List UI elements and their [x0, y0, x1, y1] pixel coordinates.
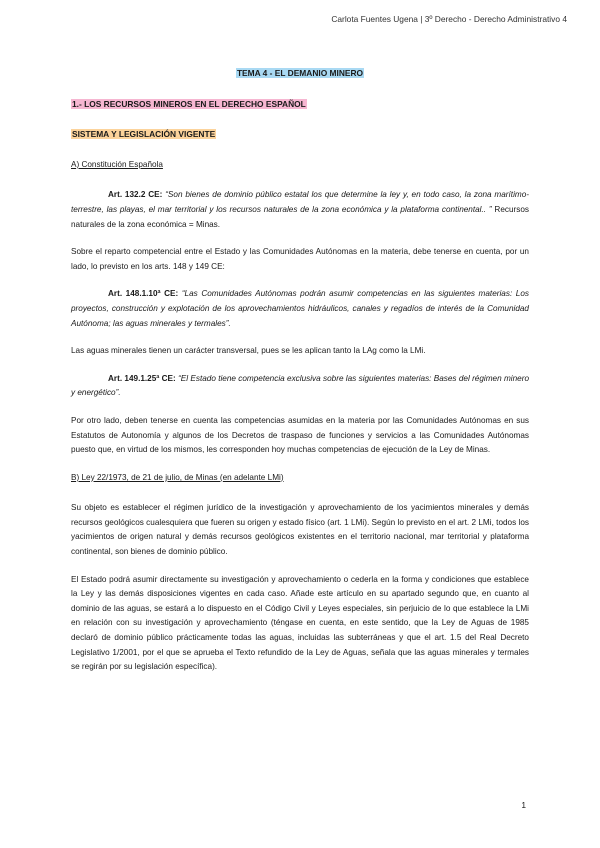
paragraph-art-149 — [71, 372, 529, 401]
paragraph: Su objeto es establecer el régimen jurídico de la investigación y aprovechamiento de los yacimientos minerales y demás recursos geológicos cualesquiera que fueren su origen y estado físico (art. 1 LMi). Según lo previsto en el art. 2 LMi, todos los yacimientos de origen natural y demás recursos geológicos existentes en el territorio nacional, mar territorial y plataforma continental, son bienes de dominio público. — [71, 503, 529, 557]
document-title — [71, 66, 529, 81]
section-heading-1 — [71, 97, 529, 112]
title-text: TEMA 4 - EL DEMANIO MINERO — [236, 68, 364, 78]
article-ref: Art. 148.1.10ª CE: — [108, 289, 179, 299]
subheading-b: B) Ley 22/1973, de 21 de julio, de Minas (en adelante LMi) — [71, 472, 284, 482]
paragraph-art-132 — [71, 188, 529, 232]
article-quote: “El Estado tiene competencia exclusiva sobre las siguientes materias: Bases del régimen minero y energético”. — [71, 373, 530, 398]
page-header: Carlota Fuentes Ugena | 3º Derecho - Derecho Administrativo 4 — [331, 14, 567, 24]
paragraph-art-148 — [71, 287, 529, 331]
subheading-a: A) Constitución Española — [71, 159, 163, 169]
section-heading-2-text: SISTEMA Y LEGISLACIÓN VIGENTE — [72, 129, 216, 140]
section-heading-1-text: 1.- LOS RECURSOS MINEROS EN EL DERECHO ESPAÑOL — [72, 98, 306, 109]
paragraph-tail: Recursos naturales de la zona económica = Minas. — [71, 204, 529, 229]
document-body — [71, 66, 529, 688]
paragraph: Las aguas minerales tienen un carácter transversal, pues se les aplican tanto la LAg como la LMi. — [71, 346, 426, 356]
paragraph: Sobre el reparto competencial entre el Estado y las Comunidades Autónomas en la materia, debe tenerse en cuenta, por un lado, lo previsto en los arts. 148 y 149 CE: — [71, 247, 529, 271]
page-number: 1 — [521, 800, 526, 810]
paragraph: Por otro lado, deben tenerse en cuenta las competencias asumidas en la materia por las Comunidades Autónomas en sus Estatutos de Autonomía y algunos de los Decretos de traspaso de funciones y servicios a las Comunidades Autónomas puesto que, en virtud de los mismos, les corresponden hoy muchas competencias de ejecución de la Ley de Minas. — [71, 415, 529, 455]
article-ref: Art. 132.2 CE: — [108, 190, 163, 200]
article-quote: “Son bienes de dominio público estatal los que determine la ley y, en todo caso, la zona marítimo-terrestre, las playas, el mar territorial y los recursos naturales de la zona económica y la plataforma continental.. ” — [71, 190, 529, 214]
section-heading-2 — [71, 127, 529, 142]
article-quote: “Las Comunidades Autónomas podrán asumir competencias en las siguientes materias: Los proyectos, construcción y explotación de los aprovechamientos hidráulicos, canales y regadíos de interés de la Comunidad Autónoma; las aguas minerales y termales”. — [71, 289, 529, 328]
paragraph: El Estado podrá asumir directamente su investigación y aprovechamiento o cederla en la forma y condiciones que establece la Ley y las demás disposiciones vigentes en cada caso. Añade este artículo en su apartado segundo que, en cuanto al dominio de las aguas, se estará a lo dispuesto en el Código Civil y Leyes especiales, sin perjuicio de lo que establece la LMi en relación con su investigación y aprovechamiento (téngase en cuenta, en este sentido, que la Ley de Aguas de 1985 declaró de dominio público prácticamente todas las aguas, incluidas las subterráneas y que el art. 1.5 del Real Decreto Legislativo 1/2001, por el que se aprueba el Texto refundido de la Ley de Aguas, señala que las aguas minerales y termales se regirán por su legislación específica). — [71, 574, 529, 672]
article-ref: Art. 149.1.25ª CE: — [108, 373, 176, 383]
